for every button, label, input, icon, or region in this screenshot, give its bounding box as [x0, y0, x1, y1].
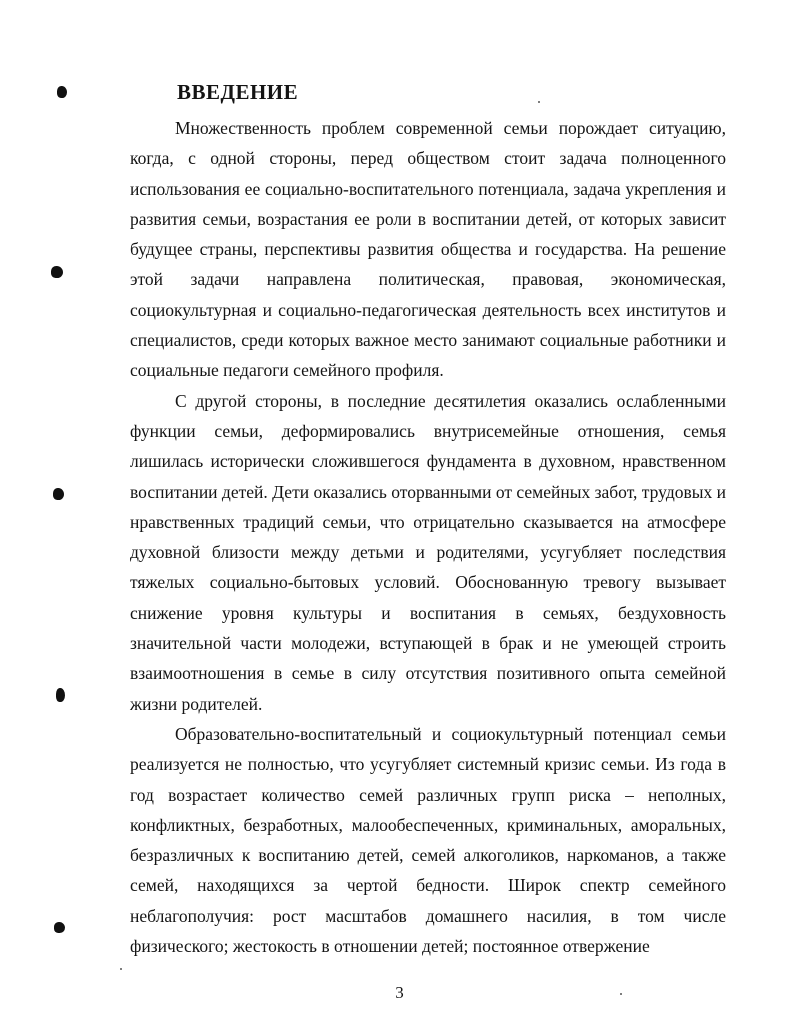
paragraph: Множественность проблем современной семьи порождает ситуацию, когда, с одной стороны, перед обществом стоит задача полноценного использования ее социально-воспитательного потенциала, задача укрепления и развития семьи, возрастания ее роли в воспитании детей, от которых зависит будущее страны, перспективы развития общества и государства. На решение этой задачи направлена политическая, правовая, экономическая, социокультурная и социально-педагогическая деятельность всех институтов и специалистов, среди которых важное место занимают социальные работники и социальные педагоги семейного профиля. — [130, 118, 726, 381]
paragraph: Образовательно-воспитательный и социокультурный потенциал семьи реализуется не полностью, что усугубляет системный кризис семьи. Из года в год возрастает количество семей различных групп риска – неполных, конфликтных, безработных, малообеспеченных, криминальных, аморальных, безразличных к воспитанию детей, семей алкоголиков, наркоманов, а также семей, находящихся за чертой бедности. Широк спектр семейного неблагополучия: рост масштабов домашнего насилия, в том числе физического; жестокость в отношении детей; постоянное отвержение — [130, 723, 726, 957]
scan-speck — [538, 101, 540, 103]
binder-hole-mark — [57, 86, 67, 98]
scan-speck — [120, 968, 122, 970]
binder-hole-mark — [51, 266, 63, 278]
paragraph: С другой стороны, в последние десятилетия оказались ослабленными функции семьи, деформировались внутрисемейные отношения, семья лишилась исторически сложившегося фундамента в духовном, нравственном воспитании детей. Дети оказались оторванными от семейных забот, трудовых и нравственных традиций семьи, что отрицательно сказывается на атмосфере духовной близости между детьми и родителями, усугубляет последствия тяжелых социально-бытовых условий. Обоснованную тревогу вызывает снижение уровня культуры и воспитания в семьях, бездуховность значительной части молодежи, вступающей в брак и не умеющей строить взаимоотношения в семье в силу отсутствия позитивного опыта семейной жизни родителей. — [130, 390, 726, 714]
binder-hole-mark — [53, 488, 64, 500]
section-heading: ВВЕДЕНИЕ — [177, 80, 299, 104]
binder-hole-mark — [54, 922, 65, 933]
binder-hole-mark — [56, 688, 65, 702]
page-number: 3 — [395, 983, 404, 1002]
body-text — [130, 113, 726, 961]
